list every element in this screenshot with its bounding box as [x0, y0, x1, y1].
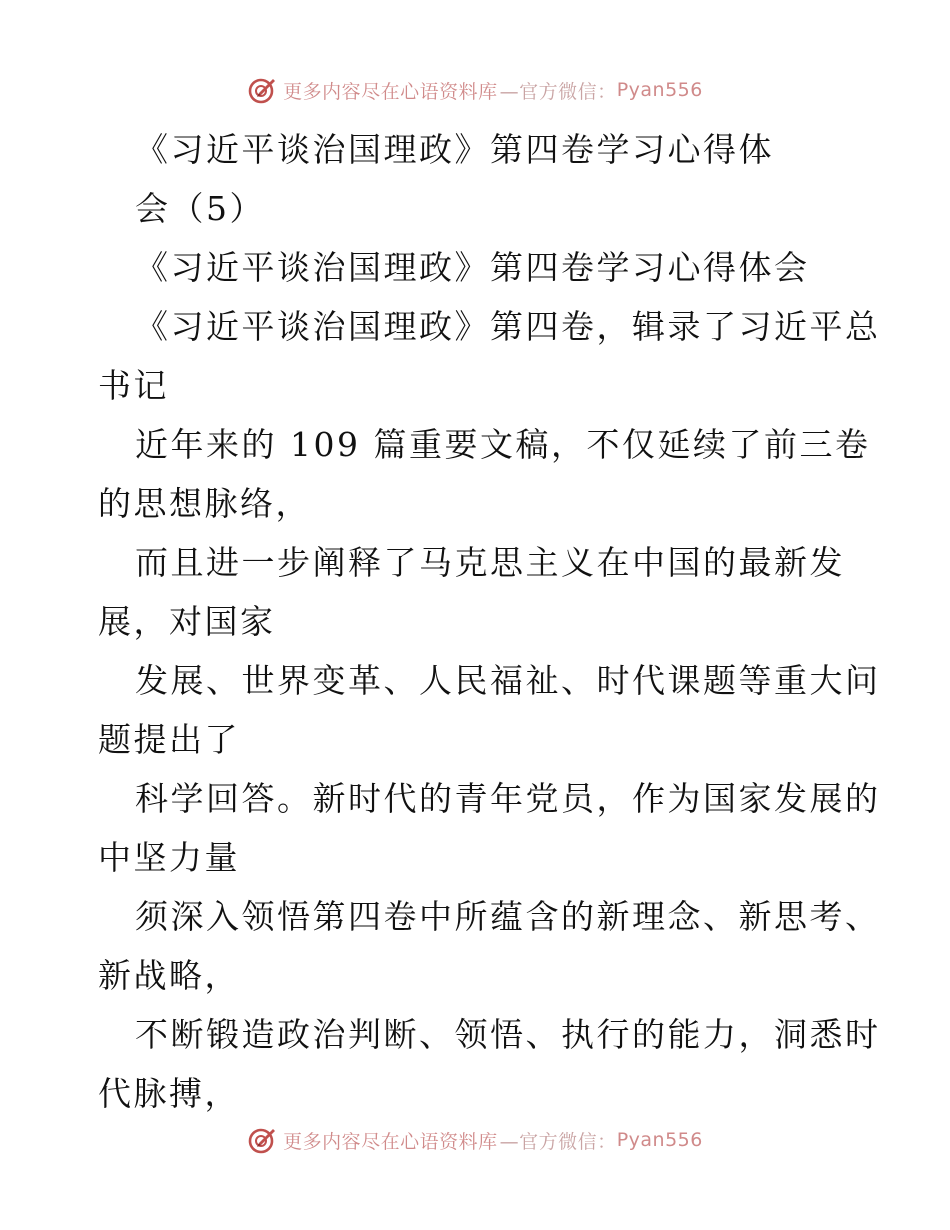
document-body [98, 120, 881, 1123]
watermark-handle-text: Pyan556 [616, 1129, 703, 1151]
paragraph-line: 新战略， [98, 956, 240, 995]
paragraph-line: 发展、世界变革、人民福祉、时代课题等重大问 [135, 661, 881, 700]
watermark-main-text: 更多内容尽在心语资料库 [283, 1130, 498, 1153]
header-watermark [0, 70, 950, 110]
title-line-2: 会（5） [135, 189, 265, 228]
paragraph-line: 须深入领悟第四卷中所蕴含的新理念、新思考、 [135, 897, 881, 936]
paragraph-line: 科学回答。新时代的青年党员，作为国家发展的 [135, 779, 881, 818]
paragraph-line: 《习近平谈治国理政》第四卷，辑录了习近平总 [135, 307, 881, 346]
watermark-separator-text: —官方微信： [499, 80, 617, 103]
pen-logo-icon [247, 75, 277, 105]
watermark-separator-text: —官方微信： [499, 1130, 617, 1153]
title-line-1: 《习近平谈治国理政》第四卷学习心得体 [135, 130, 774, 169]
paragraph-line: 不断锻造政治判断、领悟、执行的能力，洞悉时 [135, 1015, 881, 1054]
pen-logo-icon [247, 1125, 277, 1155]
paragraph-line: 展，对国家 [98, 602, 276, 641]
footer-watermark [0, 1120, 950, 1160]
paragraph-line: 近年来的 109 篇重要文稿，不仅延续了前三卷 [135, 425, 871, 464]
watermark-handle-text: Pyan556 [616, 79, 703, 101]
paragraph-line: 《习近平谈治国理政》第四卷学习心得体会 [135, 248, 810, 287]
watermark-main-text: 更多内容尽在心语资料库 [283, 80, 498, 103]
paragraph-line: 而且进一步阐释了马克思主义在中国的最新发 [135, 543, 845, 582]
paragraph-line: 中坚力量 [98, 838, 240, 877]
paragraph-line: 的思想脉络， [98, 484, 311, 523]
paragraph-line: 代脉搏， [98, 1074, 240, 1113]
paragraph-line: 书记 [98, 366, 169, 405]
paragraph-line: 题提出了 [98, 720, 240, 759]
